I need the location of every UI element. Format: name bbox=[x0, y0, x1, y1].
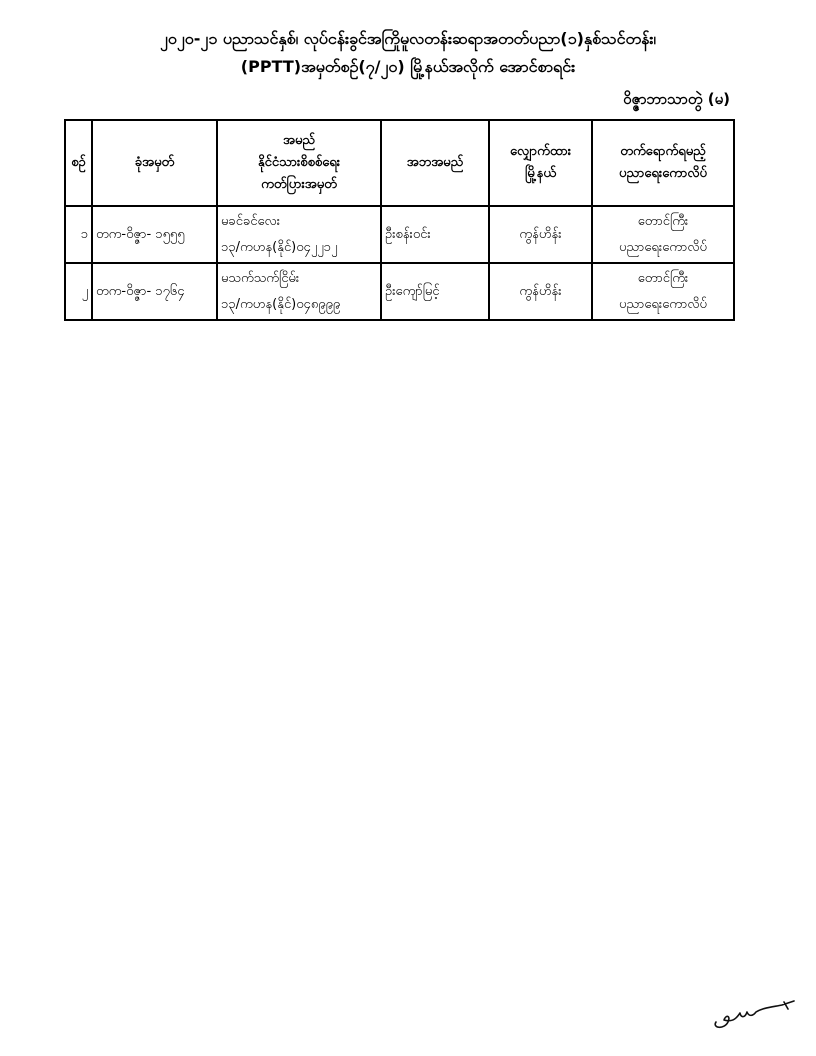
row-college bbox=[592, 206, 734, 263]
row-name: မခင်ခင်လေး bbox=[221, 213, 281, 229]
table-row bbox=[65, 263, 734, 320]
header-name-nrc-line-3: ကတ်ပြားအမှတ် bbox=[261, 177, 337, 192]
row-no: ၁ bbox=[65, 206, 92, 263]
row-roll-number: တက-ဝိဇ္ဇာ- ၁၇၆၄ bbox=[92, 263, 217, 320]
header-roll-number: ခုံအမှတ် bbox=[92, 120, 217, 206]
row-nrc: ၁၃/ကဟန(နိုင်)၀၄၂၂၁၂ bbox=[221, 239, 338, 255]
row-college-line-2: ပညာရေးကောလိပ် bbox=[619, 296, 707, 312]
header-name-nrc-line-2: နိုင်ငံသားစိစစ်ရေး bbox=[257, 155, 341, 170]
row-name-nrc bbox=[217, 263, 381, 320]
header-no: စဉ် bbox=[65, 120, 92, 206]
header-name-nrc bbox=[217, 120, 381, 206]
row-father-name: ဦးကျော်မြင့် bbox=[381, 263, 489, 320]
row-township: ကွန်ဟိန်း bbox=[489, 206, 592, 263]
table-header-row bbox=[65, 120, 734, 206]
signature-image bbox=[710, 992, 800, 1032]
header-college-line-2: ပညာရေးကောလိပ် bbox=[619, 166, 707, 181]
subject-label: ဝိဇ္ဇာဘာသာတွဲ (မ) bbox=[623, 90, 730, 108]
row-college-line-1: တောင်ကြီး bbox=[637, 213, 689, 229]
row-name: မသက်သက်ငြိမ်း bbox=[221, 270, 300, 286]
header-township-line-1: လျှောက်ထား bbox=[509, 144, 572, 159]
row-college-line-1: တောင်ကြီး bbox=[637, 270, 689, 286]
row-college-line-2: ပညာရေးကောလိပ် bbox=[619, 239, 707, 255]
header-township-line-2: မြို့နယ် bbox=[525, 166, 556, 181]
header-name-nrc-line-1: အမည် bbox=[283, 133, 315, 148]
header-father-name: အဘအမည် bbox=[381, 120, 489, 206]
row-nrc: ၁၃/ကဟန(နိုင်)၀၄၈၉၉၉ bbox=[221, 296, 341, 312]
row-father-name: ဦးစန်းဝင်း bbox=[381, 206, 489, 263]
results-table bbox=[64, 119, 735, 321]
row-college bbox=[592, 263, 734, 320]
header-college-line-1: တက်ရောက်ရမည့် bbox=[620, 144, 706, 159]
row-township: ကွန်ဟိန်း bbox=[489, 263, 592, 320]
row-name-nrc bbox=[217, 206, 381, 263]
table-row bbox=[65, 206, 734, 263]
row-roll-number: တက-ဝိဇ္ဇာ- ၁၅၅၅ bbox=[92, 206, 217, 263]
document-title-line-2: (PPTT)အမှတ်စဉ်(၇/၂၀) မြို့နယ်အလိုက် အောင်စာရင်း bbox=[240, 57, 576, 76]
row-no: ၂ bbox=[65, 263, 92, 320]
header-college bbox=[592, 120, 734, 206]
document-title-line-1: ၂၀၂၀-၂၁ ပညာသင်နှစ်၊ လုပ်ငန်းခွင်အကြိုမူလတန်းဆရာအတတ်ပညာ(၁)နှစ်သင်တန်း၊ bbox=[160, 29, 656, 48]
header-township bbox=[489, 120, 592, 206]
